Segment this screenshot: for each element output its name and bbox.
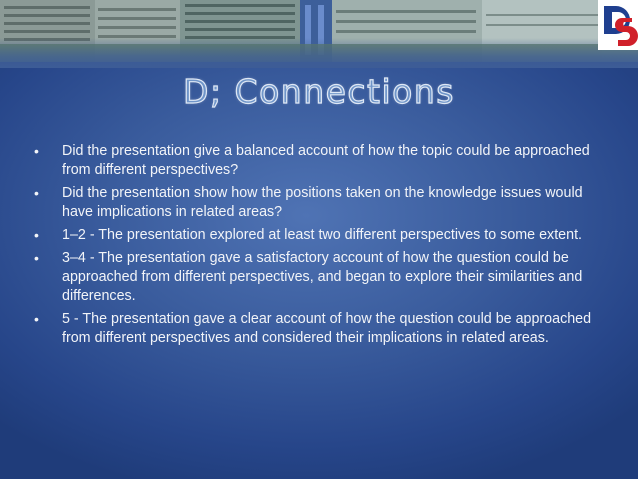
bullet-text: 3–4 - The presentation gave a satisfactory account of how the question could be approached from different perspectives, and began to explore their similarities and differences. [62,250,583,304]
bullet-item [32,226,602,245]
school-logo-graphic [598,0,638,50]
bullet-item [32,249,602,306]
school-logo-icon [598,0,638,50]
bullet-item [32,184,602,222]
header-fade [0,38,638,68]
bullet-text: Did the presentation show how the positions taken on the knowledge issues would have implications in related areas? [62,185,583,220]
bullet-dot-icon: • [34,143,39,159]
bullet-dot-icon: • [34,311,39,327]
bullet-text: Did the presentation give a balanced account of how the topic could be approached from different perspectives? [62,143,590,178]
slide-title: D; Connections [183,72,455,111]
bullet-text: 1–2 - The presentation explored at least two different perspectives to some extent. [62,227,583,243]
bullet-text: 5 - The presentation gave a clear account of how the question could be approached from different perspectives and considered their implications in related areas. [62,311,592,346]
bullet-dot-icon: • [34,227,39,243]
bullet-item [32,310,602,348]
bullet-dot-icon: • [34,250,39,266]
bullet-list [32,142,602,352]
bullet-dot-icon: • [34,185,39,201]
bullet-item [32,142,602,180]
